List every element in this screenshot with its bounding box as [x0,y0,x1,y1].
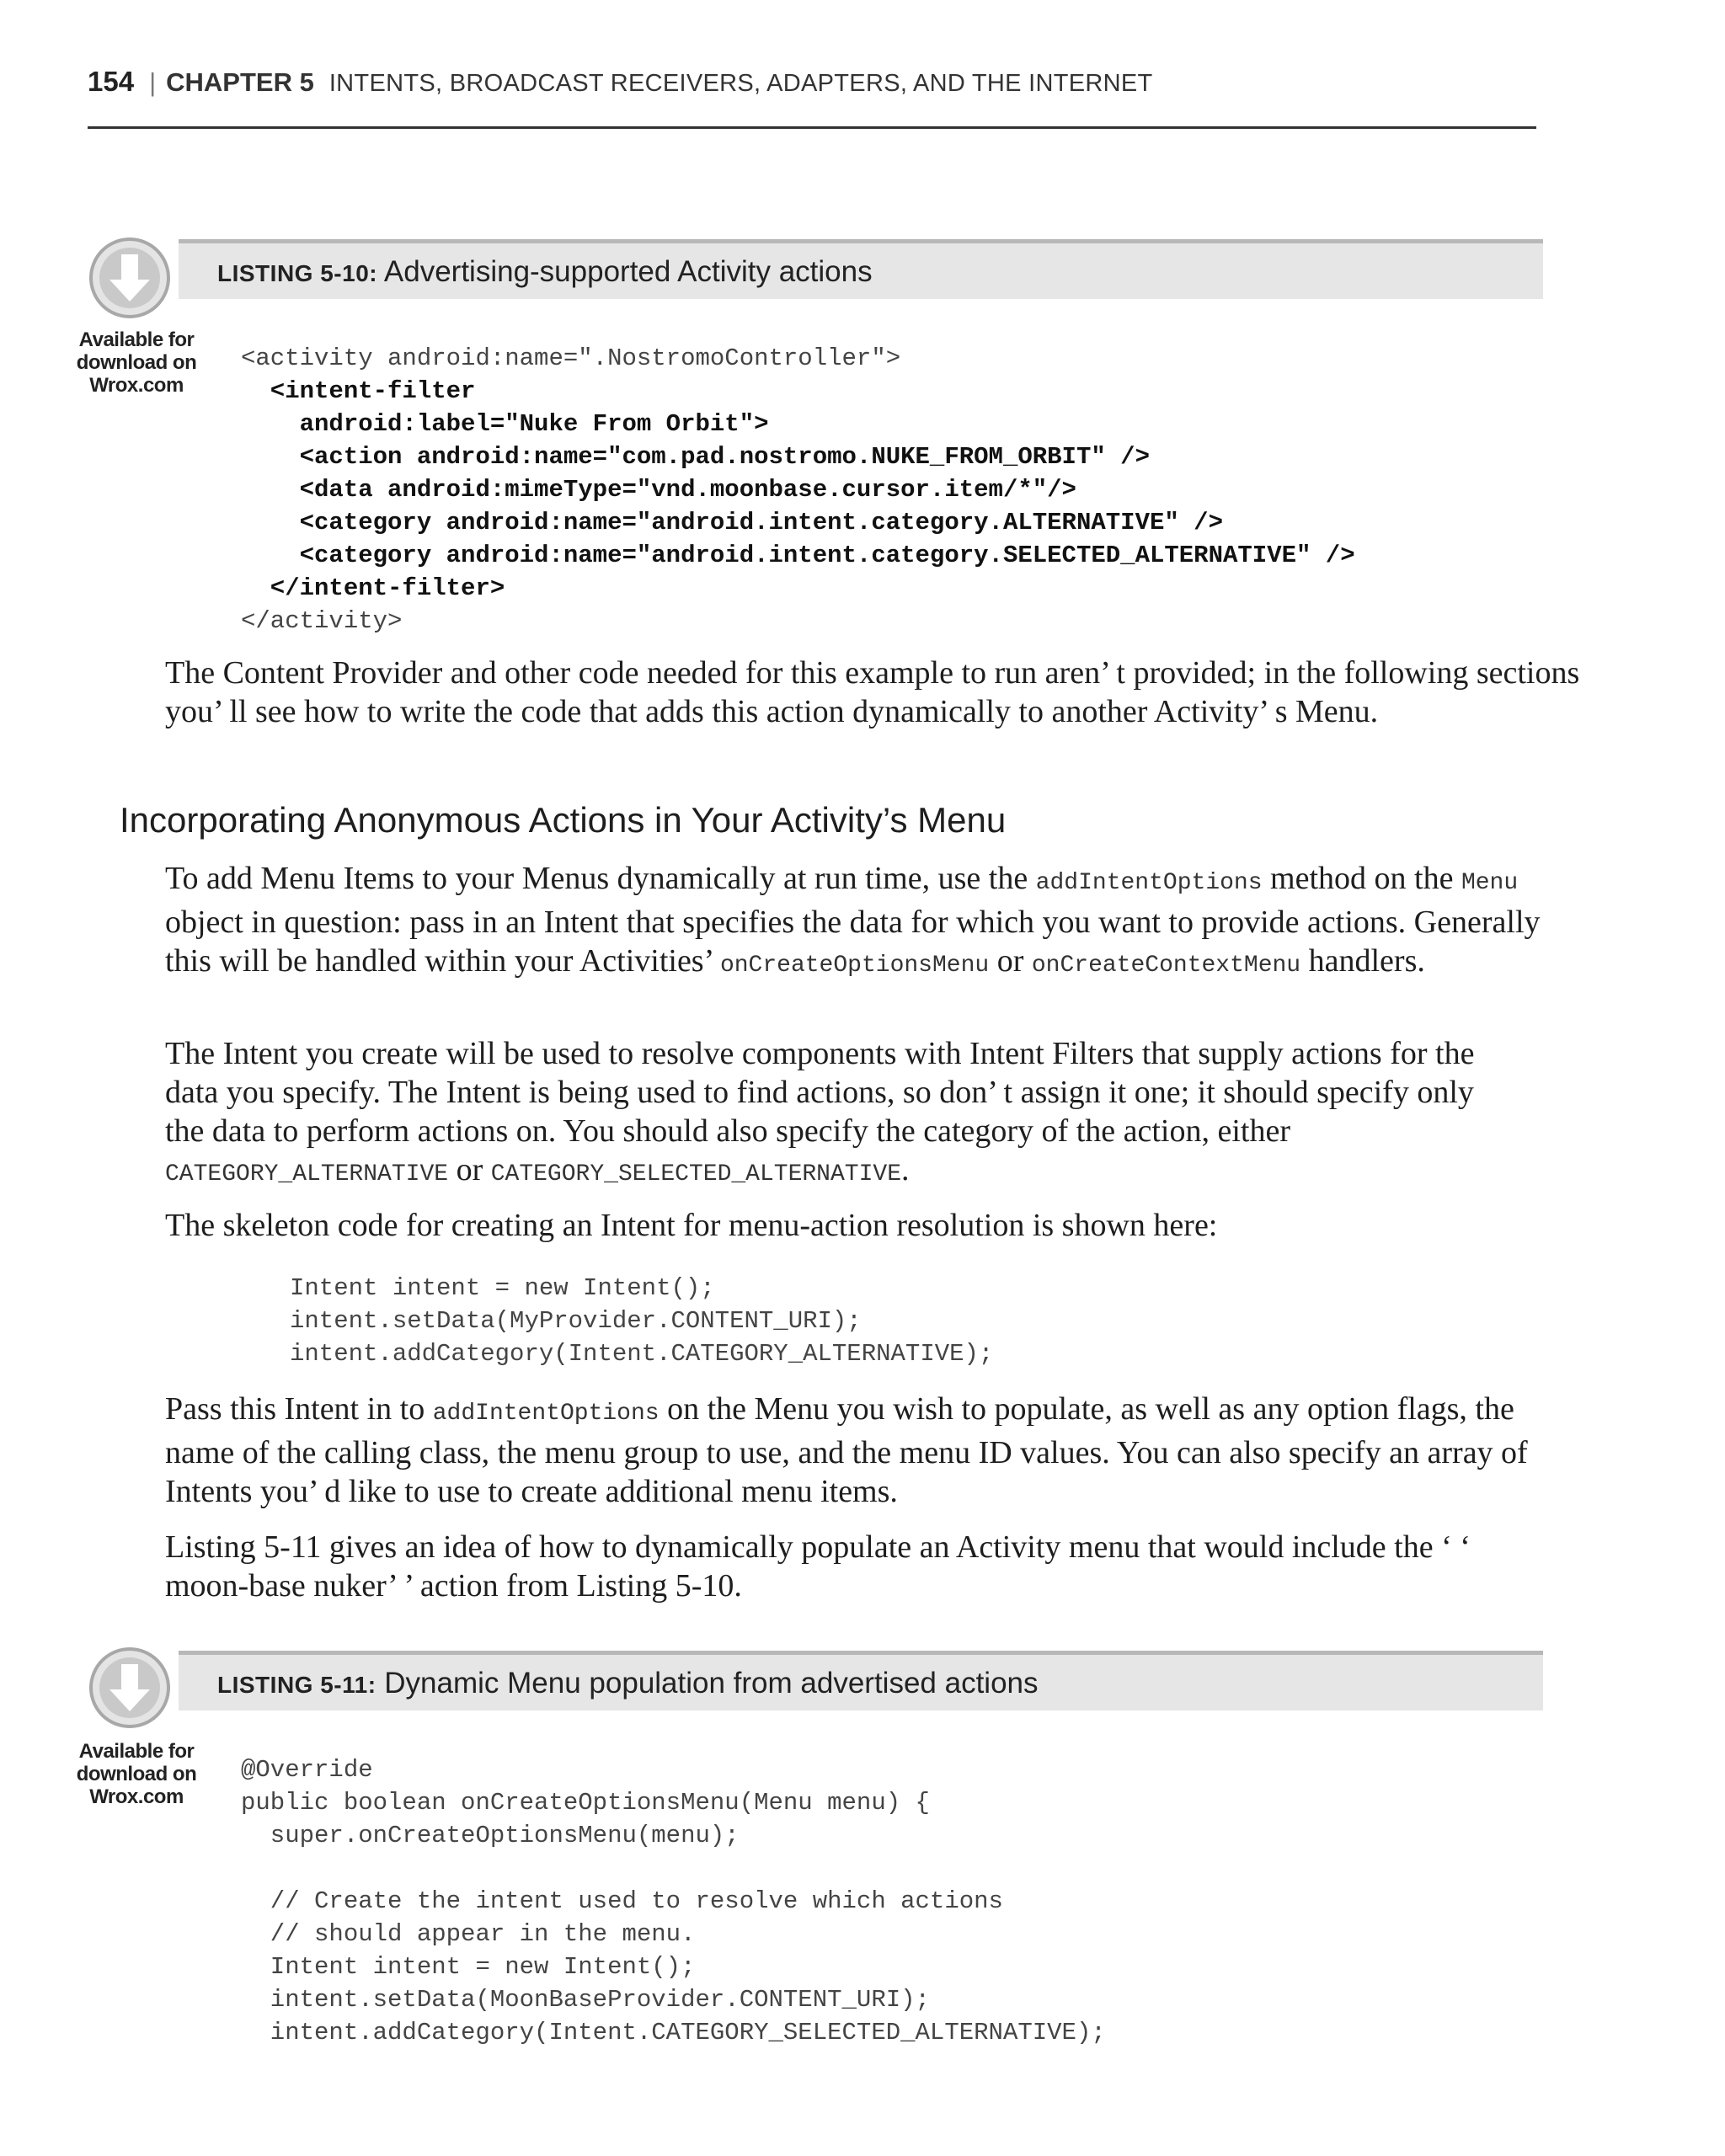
listing-title: Advertising-supported Activity actions [383,255,873,288]
inline-code: Menu [1461,870,1519,896]
text-run: handlers. [1300,943,1425,979]
download-note-line: download on [76,1763,197,1785]
download-icon [88,236,172,324]
code-line: intent.addCategory(Intent.CATEGORY_SELECTED_ALTERNATIVE); [241,2019,1106,2047]
code-line: // Create the intent used to resolve which actions [241,1887,1003,1915]
inline-code: addIntentOptions [432,1401,660,1427]
code-line: // should appear in the menu. [241,1920,696,1948]
download-icon [88,1646,172,1734]
listing-5-11-code [241,1753,1106,2049]
listing-label: LISTING 5-10: [217,260,378,286]
text-run: To add Menu Items to your Menus dynamically at run time, use the [165,861,1036,896]
code-line: Intent intent = new Intent(); [290,1274,715,1302]
code-line: </intent-filter> [241,574,505,602]
inline-code: onCreateContextMenu [1031,953,1301,979]
code-line: public boolean onCreateOptionsMenu(Menu menu) { [241,1789,930,1817]
code-line: super.onCreateOptionsMenu(menu); [241,1822,740,1849]
text-run: . [901,1152,910,1187]
inline-code: onCreateOptionsMenu [719,953,990,979]
paragraph [165,1390,1555,1511]
code-line: intent.addCategory(Intent.CATEGORY_ALTERNATIVE); [290,1340,994,1368]
code-line: <category android:name="android.intent.category.ALTERNATIVE" /> [241,509,1223,536]
code-line: android:label="Nuke From Orbit"> [241,410,769,438]
page-number: 154 [88,66,135,97]
code-line: <data android:mimeType="vnd.moonbase.cursor.item/*"/> [241,476,1076,504]
download-note-line: Wrox.com [89,1785,184,1808]
code-line: Intent intent = new Intent(); [241,1953,696,1981]
listing-label: LISTING 5-11: [217,1672,377,1698]
download-note [65,328,208,397]
listing-title: Dynamic Menu population from advertised actions [384,1667,1039,1700]
paragraph: The skeleton code for creating an Intent for menu-action resolution is shown here: [165,1208,1218,1243]
listing-5-10-bar [179,239,1543,299]
code-line: intent.setData(MyProvider.CONTENT_URI); [290,1307,862,1335]
inline-code: CATEGORY_SELECTED_ALTERNATIVE [490,1161,901,1187]
inline-code: CATEGORY_ALTERNATIVE [165,1161,449,1187]
download-note-line: Available for [78,328,195,351]
code-line: <intent-filter [241,377,476,405]
paragraph: The Content Provider and other code needed for this example to run aren’ t provided; in the following sections you’ ll see how to write the code that adds this action dynamically to another Activity’ s Menu. [165,655,1580,729]
text-run: or [989,943,1032,979]
running-header [88,66,1536,103]
download-note-line: download on [76,351,197,374]
code-line: @Override [241,1756,373,1784]
text-run: or [448,1152,491,1187]
code-line: <activity android:name=".NostromoController"> [241,344,901,372]
text-run: object in question: pass in an Intent that specifies the data for which you want to provide actions. Generally this will be handled within your Activities’ [165,905,1541,979]
paragraph [165,859,1555,985]
text-run: on the Menu you wish to populate, as well as any option flags, the name of the calling class, the menu group to use, and the menu ID values. You can also specify an array of Intents you’ d like to use to create additional menu items. [165,1391,1528,1509]
paragraph [165,1034,1513,1194]
chapter-title: INTENTS, BROADCAST RECEIVERS, ADAPTERS, AND THE INTERNET [328,70,1153,97]
listing-5-11-bar [179,1651,1543,1710]
download-note-line: Available for [78,1740,195,1763]
header-separator: | [149,67,157,97]
download-note-line: Wrox.com [89,374,184,397]
listing-5-10-code [241,342,1355,638]
section-heading: Incorporating Anonymous Actions in Your Activity’s Menu [120,800,1007,840]
text-run: Pass this Intent in to [165,1391,433,1427]
download-note [65,1740,208,1808]
skeleton-code [290,1272,993,1370]
code-line: </activity> [241,607,403,635]
text-run: method on the [1262,861,1461,896]
inline-code: addIntentOptions [1035,870,1263,896]
chapter-label: CHAPTER 5 [166,67,314,97]
header-rule [88,126,1536,129]
paragraph: Listing 5-11 gives an idea of how to dynamically populate an Activity menu that would include the ‘ ‘ moon-base nuker’ ’ action from Listing 5-10. [165,1529,1471,1604]
text-run: The Intent you create will be used to resolve components with Intent Filters that supply actions for the data you specify. The Intent is being used to find actions, so don’ t assign it one; it should specify only the data to perform actions on. You should also specify the category of the action, either [165,1036,1475,1149]
code-line: intent.setData(MoonBaseProvider.CONTENT_URI); [241,1986,930,2014]
code-line: <category android:name="android.intent.category.SELECTED_ALTERNATIVE" /> [241,542,1355,569]
code-line: <action android:name="com.pad.nostromo.NUKE_FROM_ORBIT" /> [241,443,1150,471]
